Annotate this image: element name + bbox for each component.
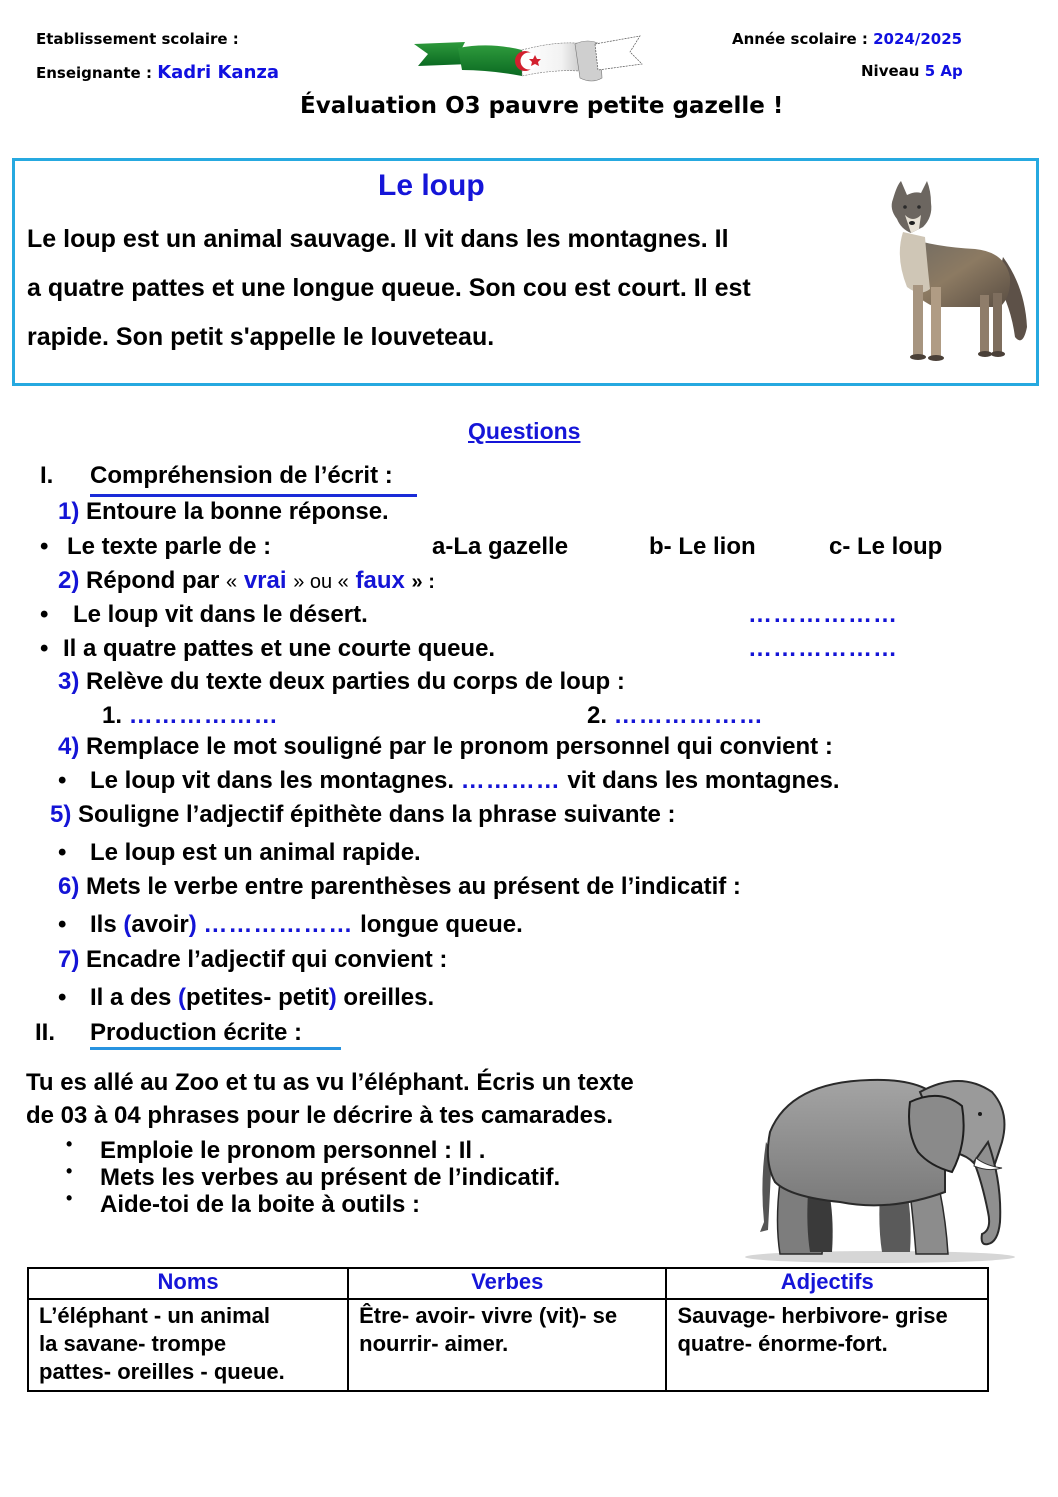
q6-sentence-line	[90, 911, 523, 939]
q2-answer-blank[interactable]: ………………	[748, 635, 898, 662]
teacher-label: Enseignante :	[36, 64, 152, 82]
toolbox-cell-line: pattes- oreilles - queue.	[39, 1359, 285, 1384]
q2-item-text: Le loup vit dans le désert.	[73, 601, 368, 628]
q6-paren-open: (	[123, 911, 132, 938]
teacher-line	[36, 62, 279, 83]
level-value: 5 Ap	[924, 62, 963, 80]
q4-number: 4)	[58, 733, 80, 760]
q4-answer-blank[interactable]: …………	[460, 767, 561, 794]
teacher-name: Kadri Kanza	[157, 62, 280, 83]
q2-faux: faux	[355, 567, 405, 594]
year-line	[732, 30, 962, 48]
q7-start: Il a des	[90, 984, 172, 1011]
q1-stem: Le texte parle de :	[67, 533, 272, 560]
q1-option-b[interactable]: b- Le lion	[649, 533, 756, 560]
section-1-numeral: I.	[40, 462, 54, 489]
production-prompt-line: de 03 à 04 phrases pour le décrire à tes camarades.	[26, 1102, 613, 1129]
page-title: Évaluation O3 pauvre petite gazelle !	[300, 93, 784, 119]
instruction-text: Emploie le pronom personnel : Il .	[100, 1137, 486, 1164]
q7-paren-close: )	[328, 984, 337, 1011]
instruction-bullet: •	[66, 1188, 73, 1208]
toolbox-header-nouns: Noms	[28, 1268, 348, 1299]
toolbox-cell-nouns	[28, 1299, 348, 1391]
year-label: Année scolaire :	[732, 30, 868, 48]
instruction-bullet: •	[66, 1161, 73, 1181]
q2-text: Répond par	[86, 567, 220, 594]
q6-rest: longue queue.	[360, 911, 523, 938]
instruction-text: Mets les verbes au présent de l’indicatif.	[100, 1164, 561, 1191]
algeria-flag-ribbon-icon	[410, 34, 645, 84]
toolbox-row	[28, 1299, 988, 1391]
q3-blank-label: 2.	[587, 702, 608, 729]
instruction-bullet: •	[66, 1134, 73, 1154]
q3-blank-label: 1.	[102, 702, 123, 729]
section-1-title: Compréhension de l’écrit :	[90, 462, 393, 489]
q3-answer-blank[interactable]: ………………	[613, 702, 764, 729]
q2-quote-mid: » ou «	[293, 571, 349, 593]
q4-bullet: •	[58, 767, 67, 794]
q6	[58, 873, 741, 901]
q7-choices[interactable]: petites- petit	[186, 984, 329, 1011]
q1	[58, 498, 389, 526]
level-label: Niveau	[861, 62, 920, 80]
q5-bullet: •	[58, 839, 67, 866]
q7-text: Encadre l’adjectif qui convient :	[86, 946, 448, 973]
q2-quote-close: » :	[411, 571, 435, 593]
toolbox-cell-line: Être- avoir- vivre (vit)- se	[359, 1303, 618, 1328]
level-line	[861, 62, 963, 80]
q5-sentence[interactable]: Le loup est un animal rapide.	[90, 839, 421, 866]
q3-text: Relève du texte deux parties du corps de loup :	[86, 668, 625, 695]
q7-paren-open: (	[178, 984, 187, 1011]
reading-line: rapide. Son petit s'appelle le louveteau.	[27, 323, 495, 351]
q6-paren-close: )	[188, 911, 197, 938]
toolbox-header-row	[28, 1268, 988, 1299]
q1-number: 1)	[58, 498, 80, 525]
q4-sentence-line	[90, 767, 840, 795]
q7-rest: oreilles.	[343, 984, 435, 1011]
q1-option-a[interactable]: a-La gazelle	[432, 533, 569, 560]
q4-rest: vit dans les montagnes.	[567, 767, 840, 794]
school-label: Etablissement scolaire :	[36, 30, 239, 48]
section-2-underline	[90, 1047, 341, 1050]
toolbox-cell-line: L’éléphant - un animal	[39, 1303, 271, 1328]
q6-answer-blank[interactable]: ………………	[203, 911, 354, 938]
reading-line: Le loup est un animal sauvage. Il vit dans les montagnes. Il	[27, 225, 729, 253]
reading-line: a quatre pattes et une longue queue. Son cou est court. Il est	[27, 274, 751, 302]
section-2-title: Production écrite :	[90, 1019, 303, 1046]
q3	[58, 668, 625, 696]
reading-text-box	[12, 158, 1039, 386]
toolbox-table	[27, 1267, 989, 1392]
q2-item-bullet: •	[40, 635, 49, 662]
section-2-numeral: II.	[35, 1019, 56, 1046]
q2-item-bullet: •	[40, 601, 49, 628]
toolbox-cell-line: Sauvage- herbivore- grise	[677, 1303, 948, 1328]
toolbox-cell-line: quatre- énorme-fort.	[677, 1331, 888, 1356]
q6-bullet: •	[58, 911, 67, 938]
q7-bullet: •	[58, 984, 67, 1011]
section-1-underline	[90, 494, 417, 497]
toolbox-cell-line: la savane- trompe	[39, 1331, 227, 1356]
q3-blank-1	[102, 702, 279, 730]
q6-number: 6)	[58, 873, 80, 900]
q2-quote-open: «	[226, 571, 238, 593]
q7	[58, 946, 447, 974]
q2-answer-blank[interactable]: ………………	[748, 601, 898, 628]
q7-sentence-line	[90, 984, 434, 1012]
q4	[58, 733, 833, 761]
q1-text: Entoure la bonne réponse.	[86, 498, 389, 525]
q3-blank-2	[587, 702, 764, 730]
q5-number: 5)	[50, 801, 72, 828]
q4-text: Remplace le mot souligné par le pronom personnel qui convient :	[86, 733, 833, 760]
q6-text: Mets le verbe entre parenthèses au présent de l’indicatif :	[86, 873, 741, 900]
toolbox-header-verbs: Verbes	[348, 1268, 666, 1299]
toolbox-cell-line: nourrir- aimer.	[359, 1331, 509, 1356]
q7-number: 7)	[58, 946, 80, 973]
q2-number: 2)	[58, 567, 80, 594]
q6-verb: avoir	[131, 911, 189, 938]
q5	[50, 801, 676, 829]
q3-answer-blank[interactable]: ………………	[128, 702, 279, 729]
q2-vrai: vrai	[243, 567, 287, 594]
toolbox-header-adjectives: Adjectifs	[666, 1268, 988, 1299]
year-value: 2024/2025	[873, 30, 963, 48]
elephant-illustration	[730, 1062, 1020, 1267]
q2	[58, 567, 435, 595]
q1-bullet: •	[40, 533, 49, 560]
instruction-text: Aide-toi de la boite à outils :	[100, 1191, 421, 1218]
q3-number: 3)	[58, 668, 80, 695]
reading-title: Le loup	[378, 169, 485, 202]
q1-option-c[interactable]: c- Le loup	[829, 533, 943, 560]
q6-subject: Ils	[90, 911, 117, 938]
production-prompt-line: Tu es allé au Zoo et tu as vu l’éléphant. Écris un texte	[26, 1069, 634, 1096]
wolf-illustration	[875, 177, 1035, 367]
toolbox-cell-verbs	[348, 1299, 666, 1391]
toolbox-cell-adjectives	[666, 1299, 988, 1391]
q4-sentence: Le loup vit dans les montagnes.	[90, 767, 455, 794]
q5-text: Souligne l’adjectif épithète dans la phrase suivante :	[78, 801, 676, 828]
questions-heading: Questions	[468, 418, 581, 444]
q2-item-text: Il a quatre pattes et une courte queue.	[63, 635, 496, 662]
